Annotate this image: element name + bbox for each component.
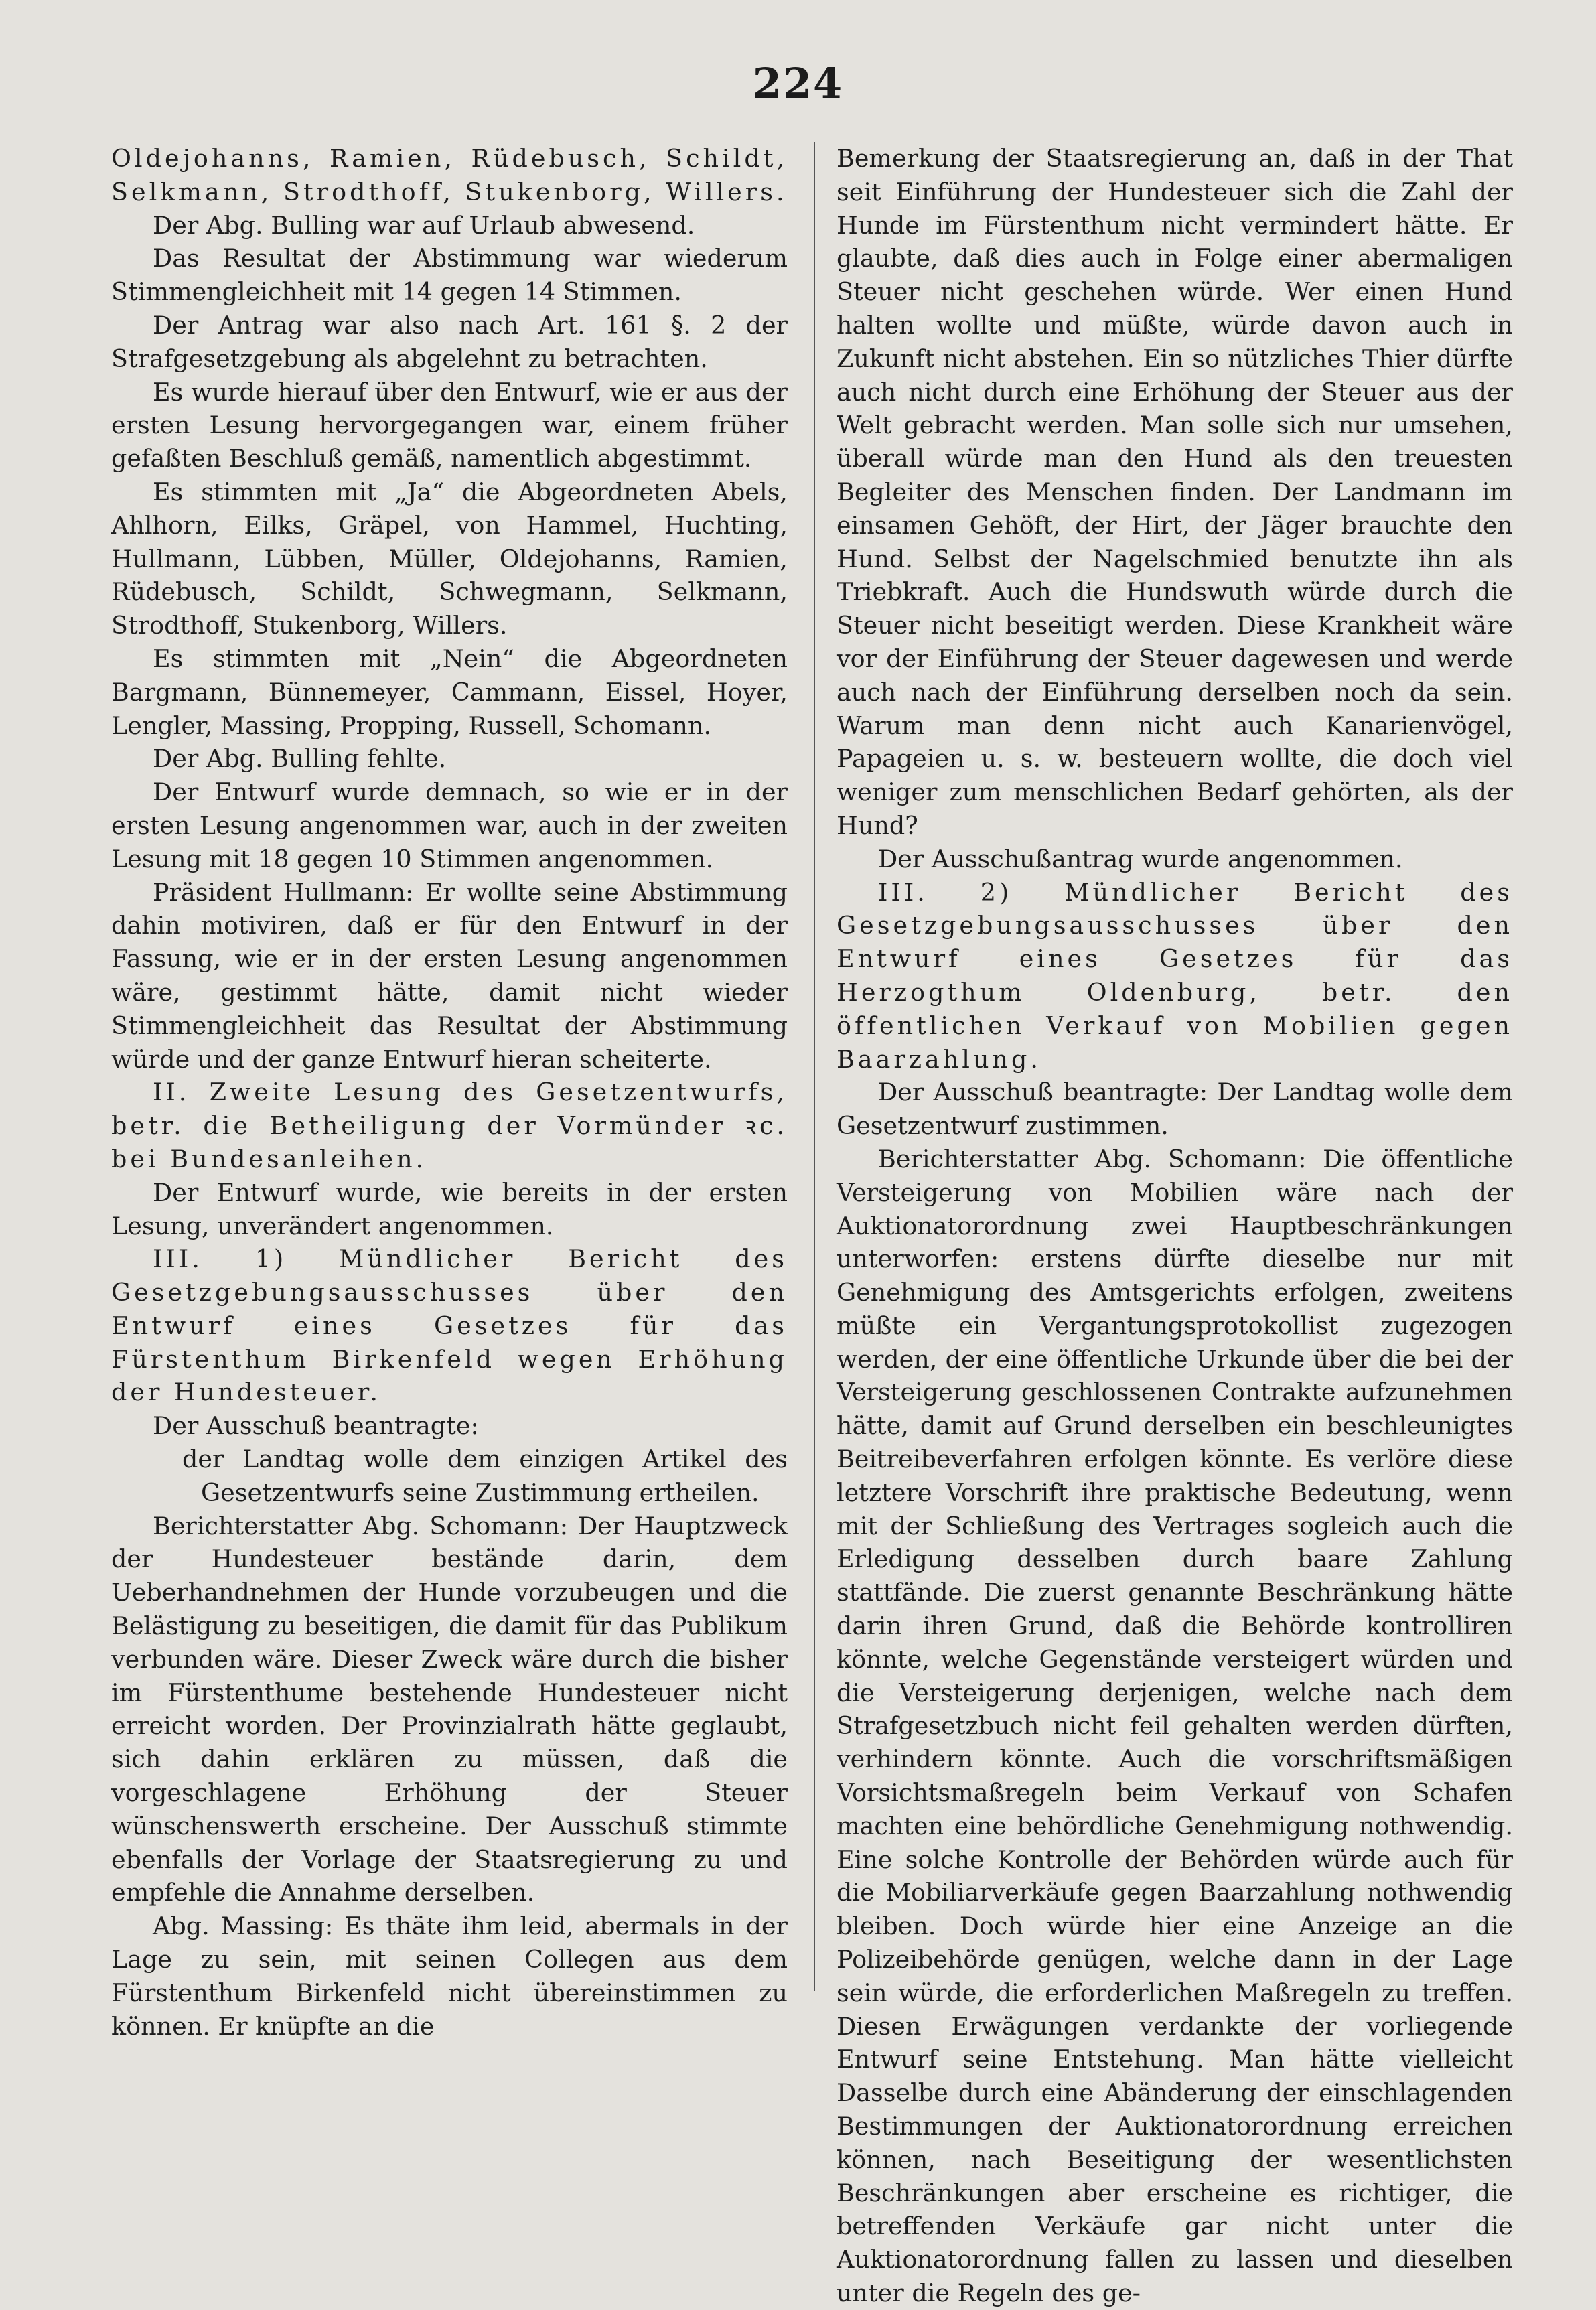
paragraph: Der Ausschußantrag wurde angenommen. [878, 844, 1403, 873]
page-number: 224 [752, 59, 844, 108]
paragraph: Abg. Massing: Es thäte ihm leid, abermals in der Lage zu sein, mit seinen Collegen aus dem Fürstenthum Birkenfeld nicht übereinstimmen zu können. Er knüpfte an die [111, 1911, 788, 2041]
paragraph: Der Ausschuß beantragte: [153, 1411, 479, 1441]
paragraph: II. Zweite Lesung des Gesetzentwurfs, betr. die Betheiligung der Vormünder ꝛc. bei Bundesanleihen. [111, 1078, 788, 1173]
left-column [111, 142, 788, 2043]
paragraph: Oldejohanns, Ramien, Rüdebusch, Schildt, Selkmann, Strodthoff, Stukenborg, Willers. [111, 144, 788, 206]
paragraph: Es stimmten mit „Nein“ die Abgeordneten Bargmann, Bünnemeyer, Cammann, Eissel, Hoyer, Lengler, Massing, Propping, Russell, Schomann. [111, 644, 788, 740]
paragraph: Berichterstatter Abg. Schomann: Der Hauptzweck der Hundesteuer bestände darin, dem Ueberhandnehmen der Hunde vorzubeugen und die Belästigung zu beseitigen, die damit für das Publikum verbunden wäre. Dieser Zweck wäre durch die bisher im Fürstenthume bestehende Hundesteuer nicht erreicht worden. Der Provinzialrath hätte geglaubt, sich dahin erklären zu müssen, daß die vorgeschlagene Erhöhung der Steuer wünschenswerth erscheine. Der Ausschuß stimmte ebenfalls der Vorlage der Staatsregierung zu und empfehle die Annahme derselben. [111, 1511, 788, 1907]
paragraph: Der Abg. Bulling war auf Urlaub abwesend. [153, 210, 695, 240]
paragraph: Der Entwurf wurde, wie bereits in der ersten Lesung, unverändert angenommen. [111, 1177, 788, 1240]
paragraph: der Landtag wolle dem einzigen Artikel des Gesetzentwurfs seine Zustimmung ertheilen. [182, 1445, 788, 1507]
paragraph: Präsident Hullmann: Er wollte seine Abstimmung dahin motiviren, daß er für den Entwurf in der Fassung, wie er in der ersten Lesung angenommen wäre, gestimmt hätte, damit nicht wieder Stimmengleichheit das Resultat der Abstimmung würde und der ganze Entwurf hieran scheiterte. [111, 877, 788, 1074]
paragraph: Der Abg. Bulling fehlte. [153, 744, 447, 774]
paragraph: Das Resultat der Abstimmung war wiederum Stimmengleichheit mit 14 gegen 14 Stimmen. [111, 244, 788, 307]
paragraph: Der Ausschuß beantragte: Der Landtag wolle dem Gesetzentwurf zustimmen. [837, 1078, 1513, 1141]
paragraph: Bemerkung der Staatsregierung an, daß in der That seit Einführung der Hundesteuer sich die Zahl der Hunde im Fürstenthum nicht vermindert hätte. Er glaubte, daß dies auch in Folge einer abermaligen Steuer nicht geschehen würde. Wer einen Hund halten wollte und müßte, würde davon auch in Zukunft nicht abstehen. Ein so nützliches Thier dürfte auch nicht durch eine Erhöhung der Steuer aus der Welt gebracht werden. Man solle sich nur umsehen, überall würde man den Hund als den treuesten Begleiter des Menschen finden. Der Landmann im einsamen Gehöft, der Hirt, der Jäger brauchte den Hund. Selbst der Nagelschmied benutzte ihn als Triebkraft. Auch die Hundswuth würde durch die Steuer nicht beseitigt werden. Diese Krankheit wäre vor der Einführung der Steuer dagewesen und werde auch nach der Einführung derselben noch da sein. Warum man denn nicht auch Kanarienvögel, Papageien u. s. w. besteuern wollte, die doch viel weniger zum menschlichen Bedarf gehörten, als der Hund? [837, 144, 1513, 840]
column-divider [814, 142, 815, 1991]
paragraph: Der Antrag war also nach Art. 161 §. 2 der Strafgesetzgebung als abgelehnt zu betrachten. [111, 310, 788, 373]
paragraph: Es stimmten mit „Ja“ die Abgeordneten Abels, Ahlhorn, Eilks, Gräpel, von Hammel, Huchting, Hullmann, Lübben, Müller, Oldejohanns, Ramien, Rüdebusch, Schildt, Schwegmann, Selkmann, Strodthoff, Stukenborg, Willers. [111, 477, 788, 640]
paragraph: Der Entwurf wurde demnach, so wie er in der ersten Lesung angenommen war, auch in der zweiten Lesung mit 18 gegen 10 Stimmen angenommen. [111, 778, 788, 873]
right-column [837, 142, 1513, 2310]
paragraph: Es wurde hierauf über den Entwurf, wie er aus der ersten Lesung hervorgegangen war, einem früher gefaßten Beschluß gemäß, namentlich abgestimmt. [111, 377, 788, 474]
paragraph: III. 1) Mündlicher Bericht des Gesetzgebungsausschusses über den Entwurf eines Gesetzes für das Fürstenthum Birkenfeld wegen Erhöhung der Hundesteuer. [111, 1244, 788, 1407]
paragraph: III. 2) Mündlicher Bericht des Gesetzgebungsausschusses über den Entwurf eines Gesetzes für das Herzogthum Oldenburg, betr. den öffentlichen Verkauf von Mobilien gegen Baarzahlung. [837, 877, 1513, 1074]
paragraph: Berichterstatter Abg. Schomann: Die öffentliche Versteigerung von Mobilien wäre nach der Auktionatorordnung zwei Hauptbeschränkungen unterworfen: erstens dürfte dieselbe nur mit Genehmigung des Amtsgerichts erfolgen, zweitens müßte ein Vergantungsprotokollist zugezogen werden, der eine öffentliche Urkunde über die bei der Versteigerung geschlossenen Contrakte aufzunehmen hätte, damit auf Grund derselben ein beschleunigtes Beitreibeverfahren erfolgen könnte. Es verlöre diese letztere Vorschrift ihre praktische Bedeutung, wenn mit der Schließung des Vertrages sogleich auch die Erledigung desselben durch baare Zahlung stattfände. Die zuerst genannte Beschränkung hätte darin ihren Grund, daß die Behörde kontrolliren könnte, welche Gegenstände versteigert würden und die Versteigerung derjenigen, welche nach dem Strafgesetzbuch nicht feil gehalten werden dürften, verhindern könnte. Auch die vorschriftsmäßigen Vorsichtsmaßregeln beim Verkauf von Schafen machten eine behördliche Genehmigung nothwendig. Eine solche Kontrolle der Behörden würde auch für die Mobiliarverkäufe gegen Baarzahlung nothwendig bleiben. Doch würde hier eine Anzeige an die Polizeibehörde genügen, welche dann in der Lage sein würde, die erforderlichen Maßregeln zu treffen. Diesen Erwägungen verdankte der vorliegende Entwurf seine Entstehung. Man hätte vielleicht Dasselbe durch eine Abänderung der einschlagenden Bestimmungen der Auktionatorordnung erreichen können, nach Beseitigung der wesentlichsten Beschränkungen aber erscheine es richtiger, die betreffenden Verkäufe gar nicht unter die Auktionatorordnung fallen zu lassen und dieselben unter die Regeln des ge- [837, 1144, 1513, 2307]
